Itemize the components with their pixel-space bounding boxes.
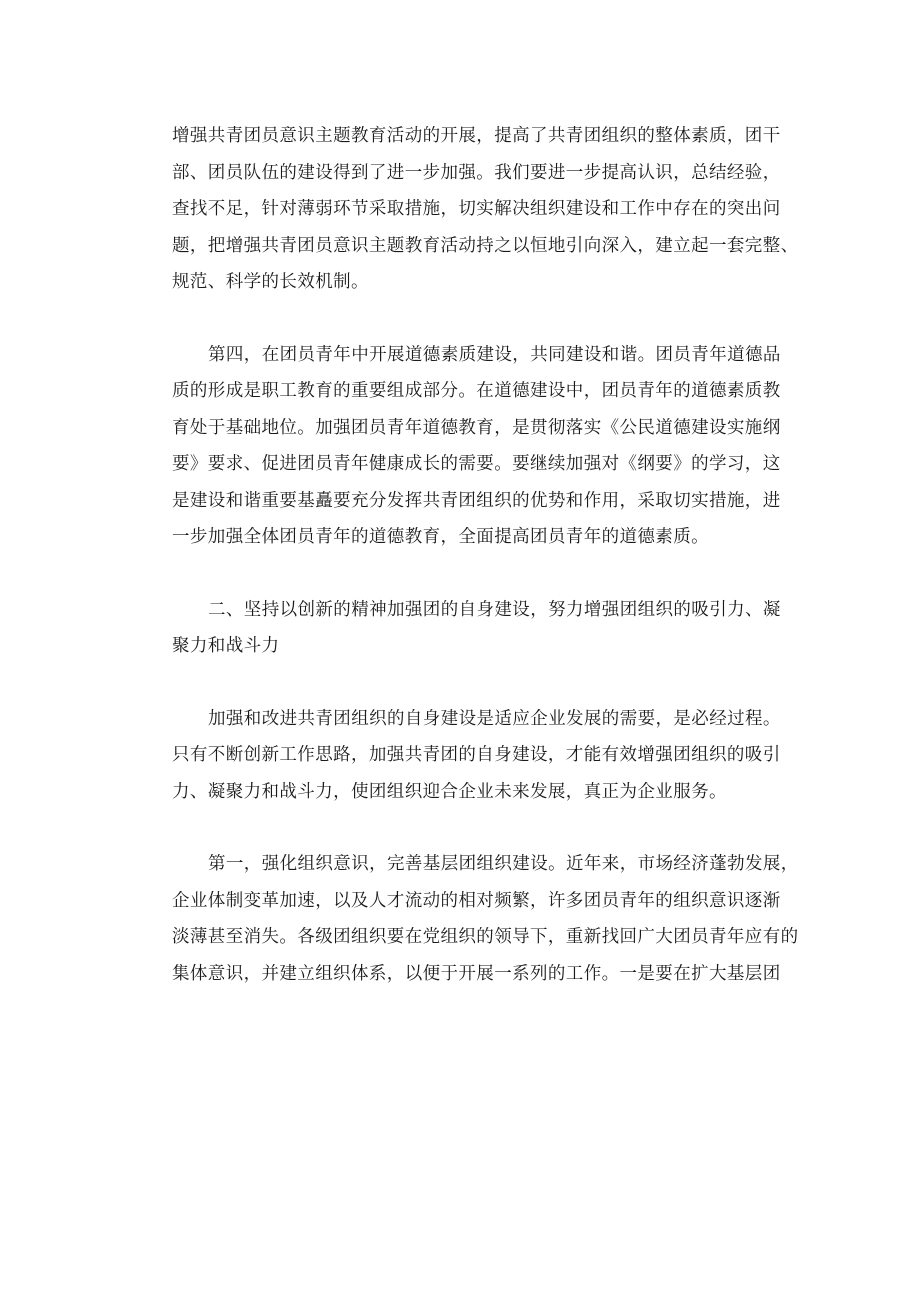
text-line: 第一，强化组织意识，完善基层团组织建设。近年来，市场经济蓬勃发展， xyxy=(208,854,799,874)
paragraph-gap xyxy=(172,810,752,846)
text-line: 质的形成是职工教育的重要组成部分。在道德建设中，团员青年的道德素质教 xyxy=(172,381,781,401)
text-line: 淡薄甚至消失。各级团组织要在党组织的领导下，重新找回广大团员青年应有的 xyxy=(172,927,799,947)
paragraph-self-construction xyxy=(172,701,781,811)
text-line: 规范、科学的长效机制。 xyxy=(172,272,369,292)
text-line: 题，把增强共青团员意识主题教育活动持之以恒地引向深入，建立起一套完整、 xyxy=(172,235,799,256)
text-line: 第四，在团员青年中开展道德素质建设，共同建设和谐。团员青年道德品 xyxy=(208,344,781,365)
text-line: 企业体制变革加速，以及人才流动的相对频繁，许多团员青年的组织意识逐渐 xyxy=(172,890,781,911)
text-line: 二、坚持以创新的精神加强团的自身建设，努力增强团组织的吸引力、凝 xyxy=(208,599,781,620)
text-line: 集体意识，并建立组织体系，以便于开展一系列的工作。一是要在扩大基层团 xyxy=(172,963,781,984)
text-line: 只有不断创新工作思路，加强共青团的自身建设，才能有效增强团组织的吸引 xyxy=(172,745,781,765)
text-line: 部、团员队伍的建设得到了进一步加强。我们要进一步提高认识，总结经验， xyxy=(172,162,781,183)
paragraph-long-term-mechanism xyxy=(172,118,799,301)
paragraph-organization-awareness xyxy=(172,846,799,992)
document-page xyxy=(172,118,799,992)
text-line: 要》要求、促进团员青年健康成长的需要。要继续加强对《纲要》的学习，这 xyxy=(172,454,781,474)
text-line: 育处于基础地位。加强团员青年道德教育，是贯彻落实《公民道德建设实施纲 xyxy=(172,417,781,438)
text-line: 一步加强全体团员青年的道德教育，全面提高团员青年的道德素质。 xyxy=(172,527,709,547)
paragraph-gap xyxy=(172,301,752,337)
text-line: 力、凝聚力和战斗力，使团组织迎合企业未来发展，真正为企业服务。 xyxy=(172,781,727,802)
text-line: 增强共青团员意识主题教育活动的开展，提高了共青团组织的整体素质，团干 xyxy=(172,126,781,146)
text-line: 是建设和谐重要基矗要充分发挥共青团组织的优势和作用，采取切实措施，进 xyxy=(172,490,781,511)
text-line: 查找不足，针对薄弱环节采取措施，切实解决组织建设和工作中存在的突出问 xyxy=(172,199,781,219)
paragraph-moral-quality xyxy=(172,337,781,556)
paragraph-gap xyxy=(172,556,752,592)
section-heading-innovation xyxy=(172,592,781,665)
paragraph-gap xyxy=(172,665,752,701)
text-line: 聚力和战斗力 xyxy=(172,636,280,656)
text-line: 加强和改进共青团组织的自身建设是适应企业发展的需要，是必经过程。 xyxy=(208,708,781,729)
